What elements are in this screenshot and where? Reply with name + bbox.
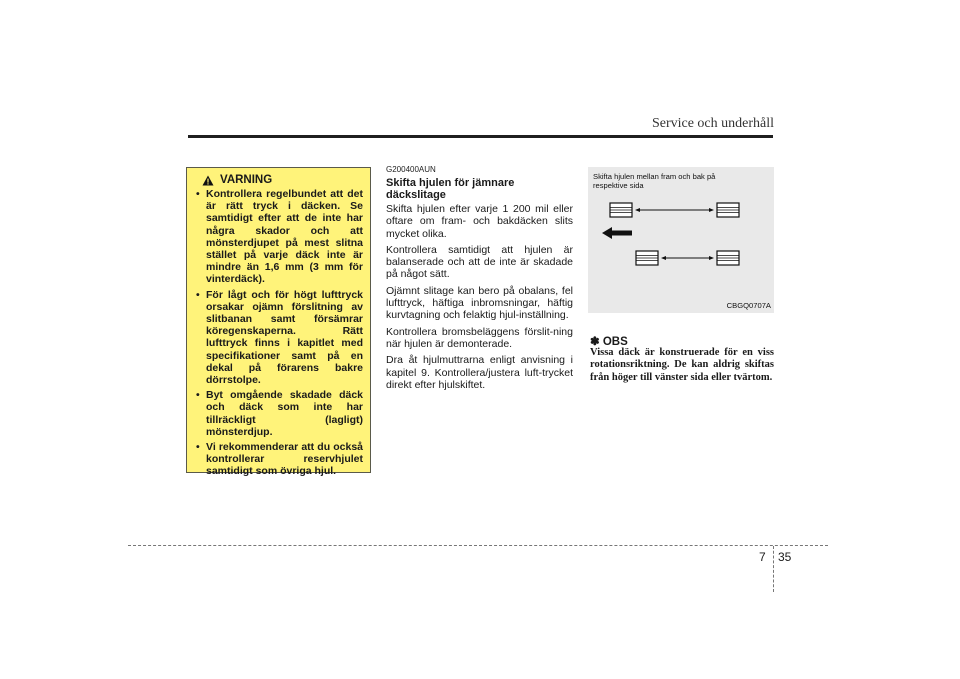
section-paragraph: Dra åt hjulmuttrarna enligt anvisning i kapitel 9. Kontrollera/justera luft-trycket direkt efter hjulskiftet. [386,354,573,391]
page-header-title: Service och underhåll [651,116,774,131]
obs-text: Vissa däck är konstruerade för en viss rotationsriktning. De kan aldrig skiftas från höger till vänster sida eller tvärtom. [590,347,774,383]
section-title: Skifta hjulen för jämnare däckslitage [386,177,515,201]
figure-code: CBGQ0707A [726,301,771,310]
front-right-wheel-icon [636,251,658,265]
warning-item: • Byt omgående skadade däck och däck som inte har tillräckligt (lagligt) mönsterdjup. [196,389,363,438]
warning-box [186,167,371,478]
obs-title: ✽ OBS [590,336,628,348]
chapter-number: 7 [759,550,766,564]
warning-header [202,174,363,186]
rotation-figure [588,167,774,313]
rear-right-wheel-icon [717,251,739,265]
swap-arrow-left-side-icon [635,208,714,212]
section-paragraph: Kontrollera bromsbeläggens förslit-ning när hjulen är demonterade. [386,325,573,350]
front-left-wheel-icon [610,203,632,217]
section-paragraph: Kontrollera samtidigt att hjulen är balanserade och att de inte är skadade på något sätt. [386,243,573,281]
figure-caption: Skifta hjulen mellan fram och bak på respektive sida [593,172,716,190]
swap-arrow-right-side-icon [661,256,714,260]
footer-divider [773,546,774,592]
header-rule [188,135,773,138]
section-paragraph: Ojämnt slitage kan bero på obalans, fel lufttryck, häftiga inbromsningar, häftig kurvtagning och felaktig hjul-inställning. [386,284,573,322]
warning-item: • För lågt och för högt lufttryck orsakar ojämn förslitning av slitbanan samt försämrar köregenskaperna. Rätt lufttryck finns i kapitlet med specifikationer samt på en dekal på förarens bakre dörrstolpe. [196,289,363,387]
warning-item: • Kontrollera regelbundet att det är rätt tryck i däcken. Se samtidigt efter att de inte har några skador och att mönsterdjupet på mest slitna stället på varje däck inte är mindre än 1,6 mm (3 mm för vinterdäck). [196,188,363,286]
warning-title: VARNING [220,174,273,186]
page-number: 35 [778,550,792,564]
warning-triangle-icon [202,175,214,186]
footer-rule [128,545,828,546]
warning-list [196,188,363,478]
warning-item: • Vi rekommenderar att du också kontrollerar reservhjulet samtidigt som övriga hjul. [196,441,363,478]
rear-left-wheel-icon [717,203,739,217]
main-section [386,165,573,395]
section-paragraph: Skifta hjulen efter varje 1 200 mil eller oftare om fram- och bakdäcken slits mycket olika. [386,203,573,240]
driving-direction-arrow-icon [602,227,632,239]
section-code: G200400AUN [386,165,436,174]
